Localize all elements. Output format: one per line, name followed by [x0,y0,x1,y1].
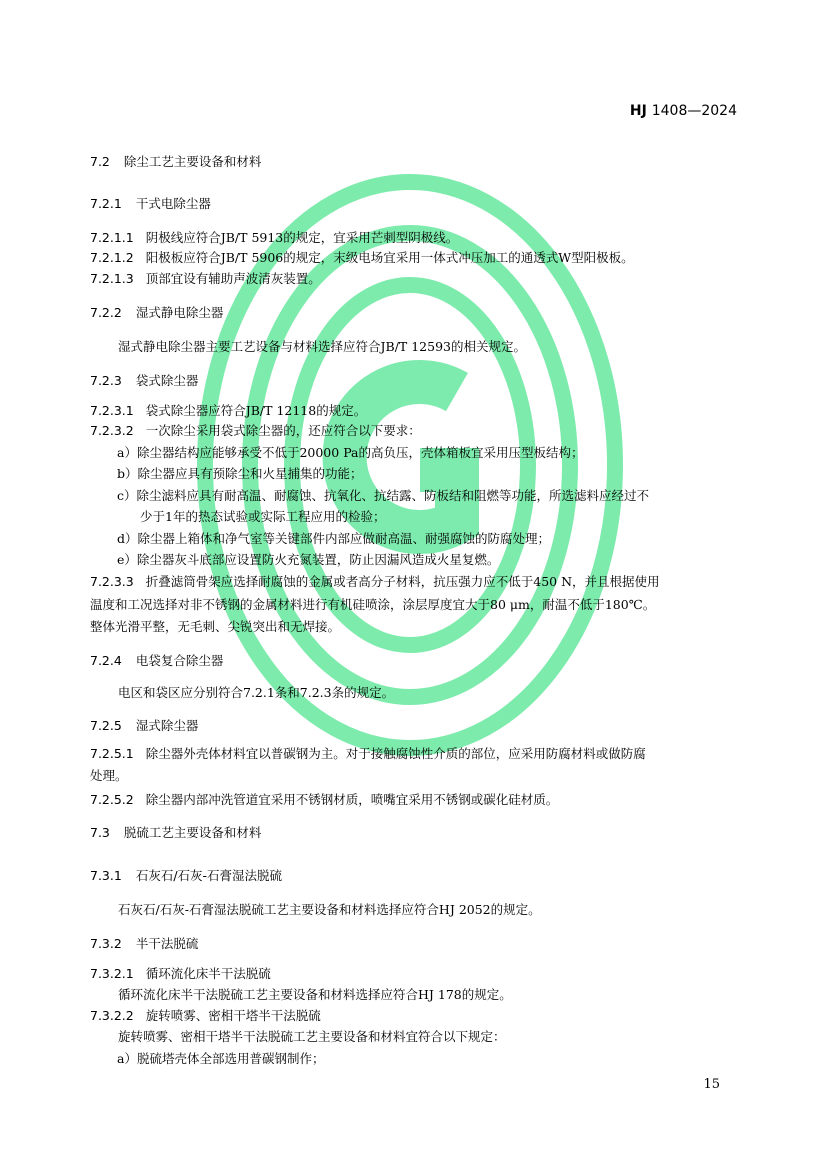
heading-text: 石灰石/石灰-石膏湿法脱硫 [135,868,283,883]
text-line [118,337,526,357]
clause-text: 旋转喷雾、密相干塔半干法脱硫工艺主要设备和材料宜符合以下规定： [118,1029,506,1044]
clause-number: 7.2.5.1 [90,746,134,761]
text-line [90,421,421,441]
text-line [90,595,655,615]
section-heading [90,934,198,954]
clause-number: 7.3 [90,825,110,840]
text-line [140,507,385,527]
standard-prefix: HJ [629,103,647,119]
text-line [90,248,634,268]
text-line [90,744,646,764]
clause-text: 石灰石/石灰-石膏湿法脱硫工艺主要设备和材料选择应符合HJ 2052的规定。 [118,902,541,917]
text-line [90,572,660,592]
heading-text: 脱硫工艺主要设备和材料 [123,825,262,840]
clause-text: 循环流化床半干法脱硫工艺主要设备和材料选择应符合HJ 178的规定。 [118,987,512,1002]
clause-number: 7.2.5.2 [90,792,134,807]
section-heading [90,651,223,671]
section-heading [90,152,261,172]
clause-text: 少于1年的热态试验或实际工程应用的检验； [140,509,386,524]
clause-text: 处理。 [90,768,128,783]
clause-number: 7.2.1.1 [90,230,134,245]
section-heading [90,194,211,214]
section-heading [90,371,198,391]
text-line [117,529,550,549]
text-line [117,443,584,463]
clause-number: 7.2.3 [90,373,122,388]
section-heading [90,866,282,886]
text-line [90,964,271,984]
clause-text: 折叠滤筒骨架应选择耐腐蚀的金属或者高分子材料，抗压强力应不低于450 N，并且根据使用 [145,574,660,589]
page-number: 15 [703,1077,720,1092]
heading-text: 半干法脱硫 [135,936,199,951]
clause-text: 顶部宜设有辅助声波清灰装置。 [145,271,321,286]
clause-number: 7.3.1 [90,868,122,883]
text-line [90,790,558,810]
text-line [118,683,394,703]
clause-text: 袋式除尘器应符合JB/T 12118的规定。 [145,403,367,418]
clause-text: 电区和袋区应分别符合7.2.1条和7.2.3条的规定。 [118,685,395,700]
heading-text: 除尘工艺主要设备和材料 [123,154,262,169]
text-line [90,269,321,289]
clause-text: 阳极板应符合JB/T 5906的规定，末级电场宜采用一体式冲压加工的通透式W型阳极板。 [145,250,634,265]
clause-number: 7.3.2 [90,936,122,951]
text-line [117,550,499,570]
standard-code [630,103,737,119]
clause-text: d）除尘器上箱体和净气室等关键部件内部应做耐高温、耐强腐蚀的防腐处理； [117,531,551,546]
clause-text: a）脱硫塔壳体全部选用普碳钢制作； [117,1051,325,1066]
text-line [90,766,128,786]
clause-text: 循环流化床半干法脱硫 [145,966,271,981]
clause-number: 7.3.2.2 [90,1008,134,1023]
clause-text: 温度和工况选择对非不锈钢的金属材料进行有机硅喷涂，涂层厚度宜大于80 μm，耐温不低于180℃。 [90,597,656,612]
heading-text: 干式电除尘器 [135,196,211,211]
heading-text: 电袋复合除尘器 [135,653,224,668]
clause-text: 除尘器外壳体材料宜以普碳钢为主。对于接触腐蚀性介质的部位，应采用防腐材料或做防腐 [145,746,646,761]
section-heading [90,303,223,323]
clause-number: 7.2.1 [90,196,122,211]
text-line [117,486,649,506]
clause-text: 一次除尘采用袋式除尘器的，还应符合以下要求： [145,423,421,438]
text-line [90,617,340,637]
clause-text: b）除尘器应具有预除尘和火星捕集的功能； [117,466,363,481]
heading-text: 湿式静电除尘器 [135,305,224,320]
clause-number: 7.2.1.3 [90,271,134,286]
clause-number: 7.2 [90,154,110,169]
text-line [118,900,541,920]
text-line [118,985,512,1005]
clause-number: 7.2.1.2 [90,250,134,265]
clause-number: 7.2.3.2 [90,423,134,438]
clause-text: 湿式静电除尘器主要工艺设备与材料选择应符合JB/T 12593的相关规定。 [118,339,526,354]
heading-text: 湿式除尘器 [135,718,199,733]
clause-text: a）除尘器结构应能够承受不低于20000 Pa的高负压，壳体箱板宜采用压型板结构； [117,445,584,460]
text-line [90,228,458,248]
text-line [117,464,363,484]
clause-text: 整体光滑平整，无毛刺、尖锐突出和无焊接。 [90,619,341,634]
clause-text: c）除尘滤料应具有耐高温、耐腐蚀、抗氧化、抗结露、防板结和阻燃等功能，所选滤料应经过不 [117,488,650,503]
clause-text: 阴极线应符合JB/T 5913的规定，宜采用芒刺型阴极线。 [145,230,459,245]
clause-number: 7.2.5 [90,718,122,733]
clause-number: 7.2.3.3 [90,574,134,589]
clause-text: e）除尘器灰斗底部应设置防火充氮装置，防止因漏风造成火星复燃。 [117,552,500,567]
heading-text: 袋式除尘器 [135,373,199,388]
text-line [90,1006,321,1026]
clause-number: 7.2.4 [90,653,122,668]
clause-number: 7.2.3.1 [90,403,134,418]
text-line [90,401,366,421]
section-heading [90,716,198,736]
clause-number: 7.3.2.1 [90,966,134,981]
clause-number: 7.2.2 [90,305,122,320]
clause-text: 除尘器内部冲洗管道宜采用不锈钢材质，喷嘴宜采用不锈钢或碳化硅材质。 [145,792,559,807]
standard-number: 1408—2024 [651,103,737,119]
section-heading [90,823,261,843]
text-line [118,1027,506,1047]
clause-text: 旋转喷雾、密相干塔半干法脱硫 [145,1008,321,1023]
text-line [117,1049,324,1069]
